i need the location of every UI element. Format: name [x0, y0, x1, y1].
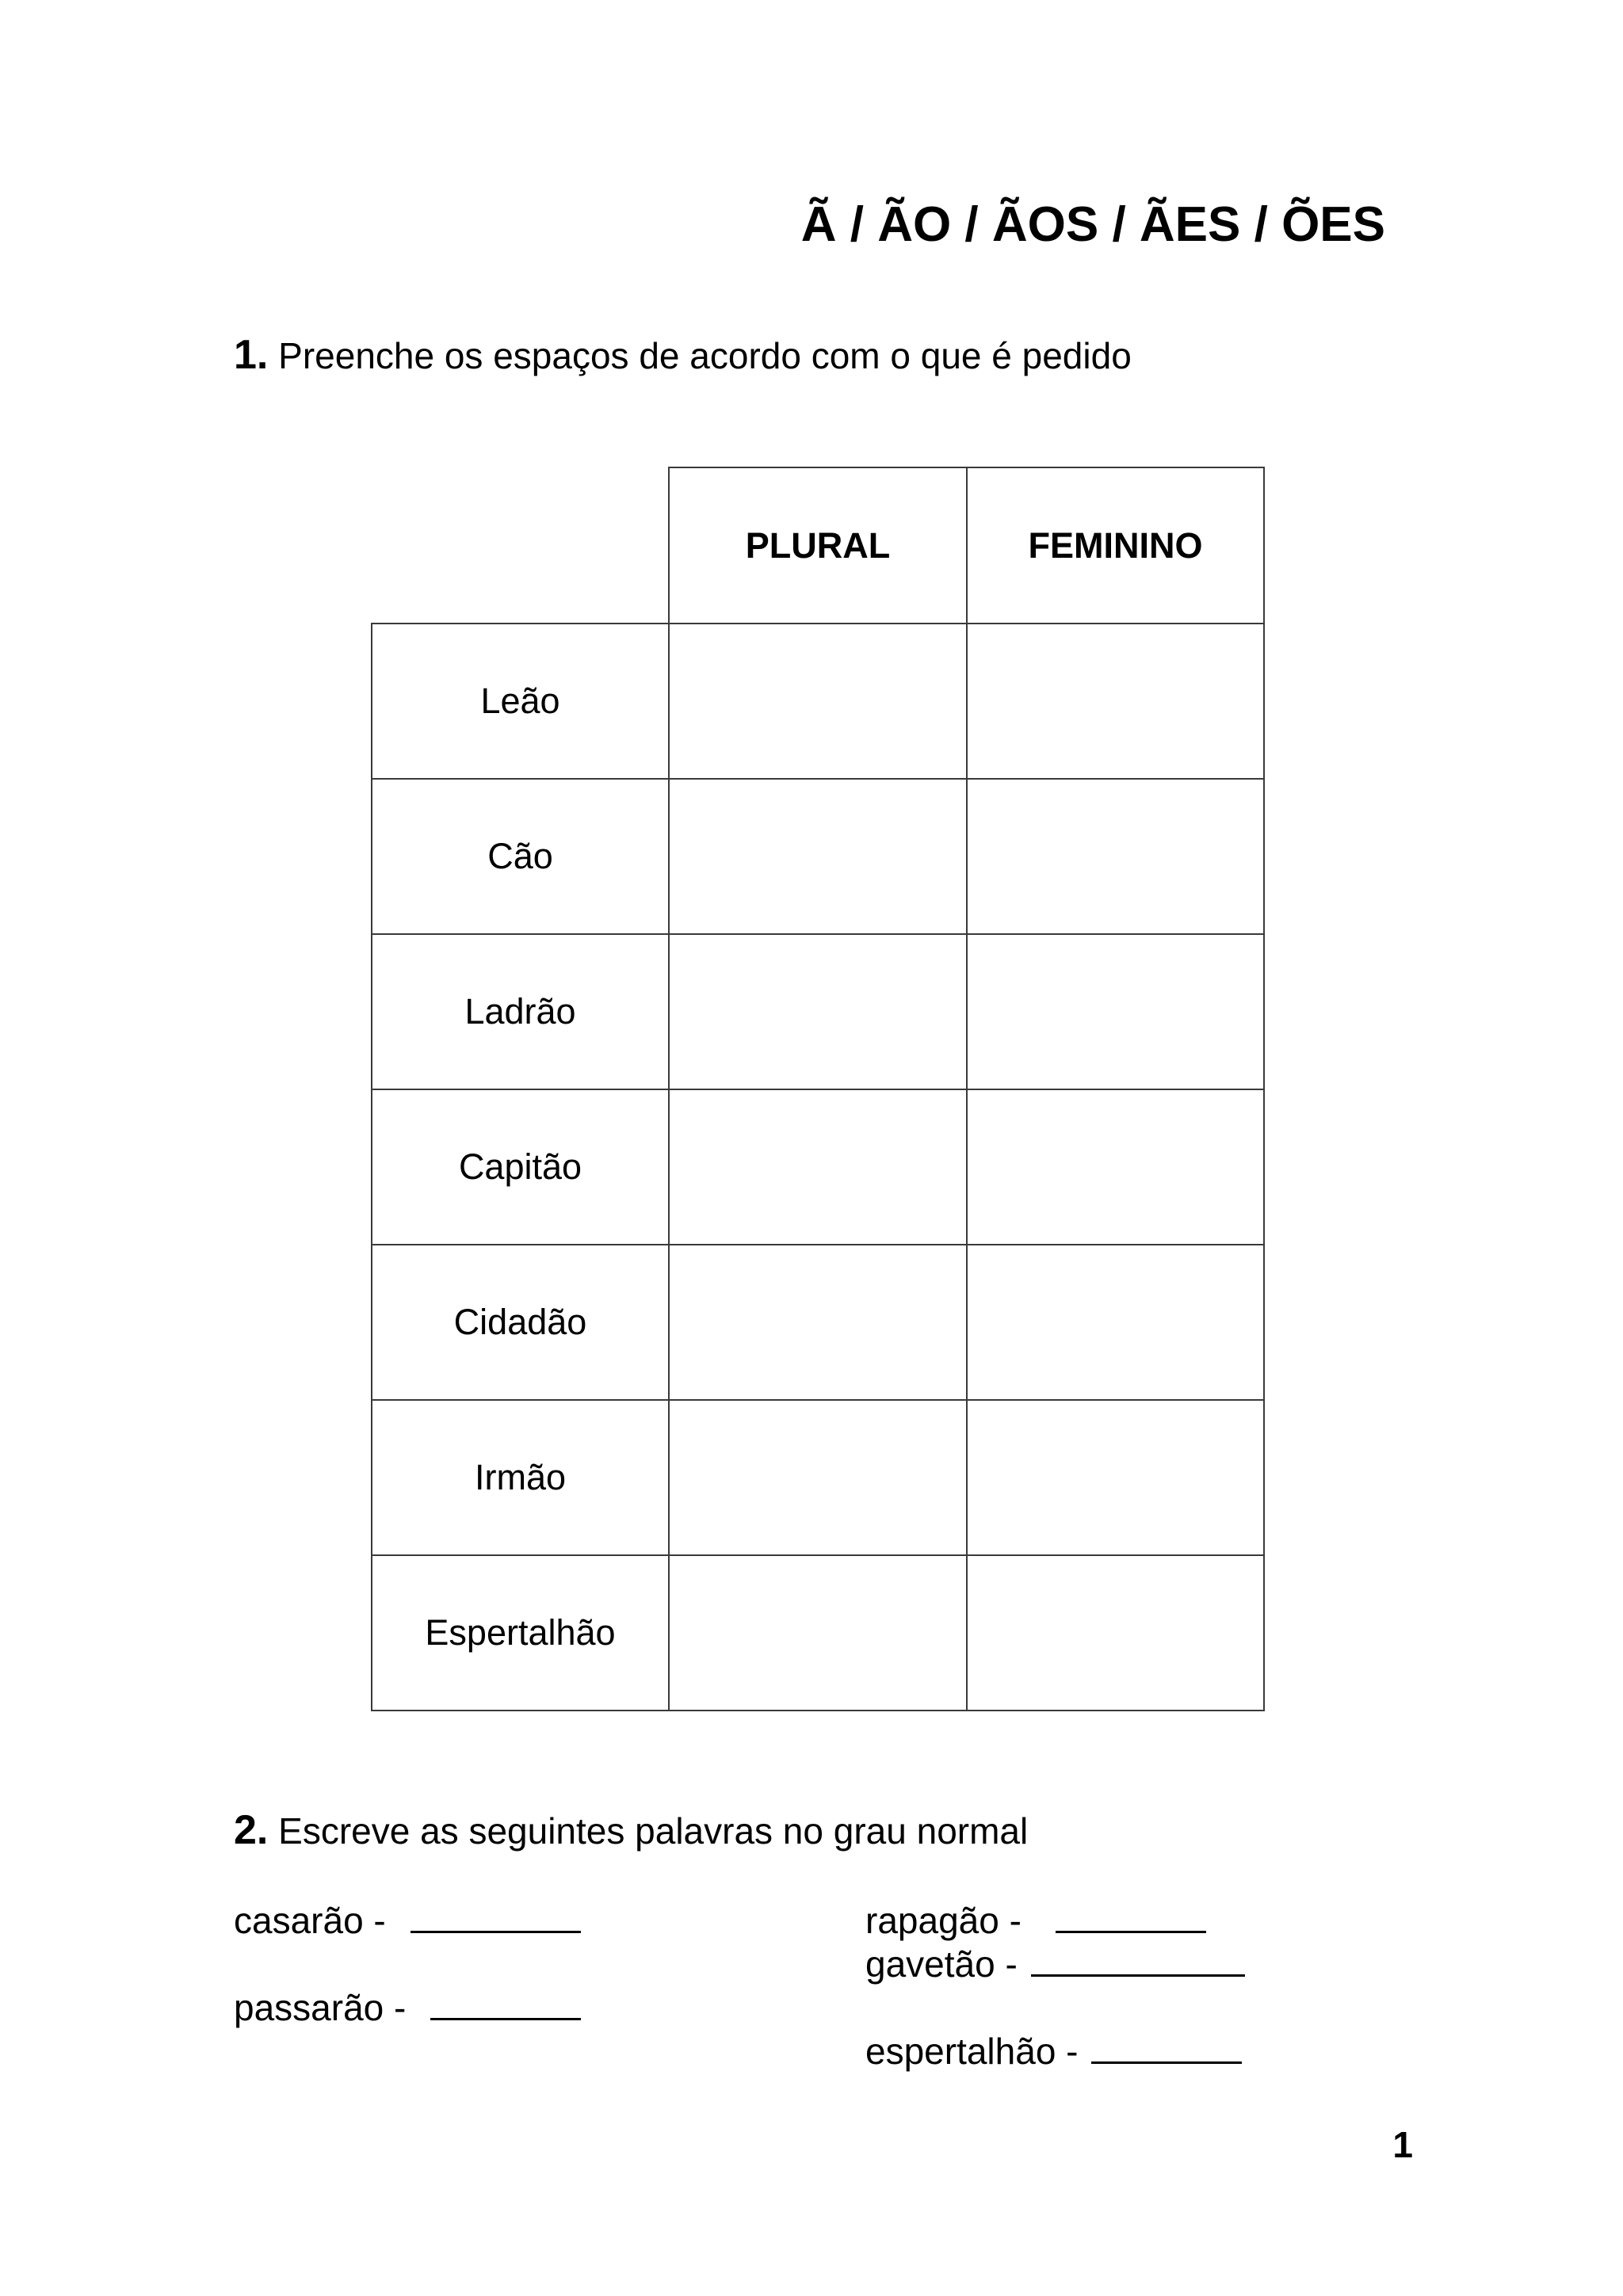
answer-cell-feminino[interactable] — [966, 1554, 1265, 1711]
item-label: rapagão - — [865, 1900, 1022, 1941]
column-header-feminino: FEMININO — [966, 467, 1265, 624]
answer-blank[interactable] — [411, 1897, 581, 1933]
answer-cell-plural[interactable] — [668, 778, 968, 935]
word-cell: Leão — [371, 623, 670, 780]
column-header-plural: PLURAL — [668, 467, 968, 624]
answer-cell-feminino[interactable] — [966, 1244, 1265, 1401]
exercise-2-instruction: Escreve as seguintes palavras no grau normal — [278, 1810, 1029, 1852]
word-cell: Irmão — [371, 1399, 670, 1556]
item-label: espertalhão - — [865, 2031, 1079, 2072]
word-cell: Espertalhão — [371, 1554, 670, 1711]
word-cell: Cidadão — [371, 1244, 670, 1401]
exercise-2-heading — [234, 1806, 1028, 1854]
answer-cell-feminino[interactable] — [966, 778, 1265, 935]
page-number: 1 — [1392, 2124, 1413, 2165]
exercise-2-item-casarao — [234, 1897, 581, 1942]
answer-cell-plural[interactable] — [668, 933, 968, 1090]
exercise-2-item-passarao — [234, 1985, 581, 2029]
answer-blank[interactable] — [1056, 1897, 1206, 1933]
item-label: passarão - — [234, 1987, 407, 2028]
word-cell: Capitão — [371, 1089, 670, 1245]
answer-blank[interactable] — [1031, 1941, 1245, 1977]
answer-cell-feminino[interactable] — [966, 1399, 1265, 1556]
answer-cell-plural[interactable] — [668, 1089, 968, 1245]
answer-cell-plural[interactable] — [668, 1399, 968, 1556]
exercise-1-number: 1. — [234, 332, 269, 378]
answer-cell-plural[interactable] — [668, 1244, 968, 1401]
answer-cell-feminino[interactable] — [966, 623, 1265, 780]
answer-cell-feminino[interactable] — [966, 1089, 1265, 1245]
answer-blank[interactable] — [1091, 2028, 1242, 2064]
exercise-2-number: 2. — [234, 1807, 269, 1853]
word-cell: Cão — [371, 778, 670, 935]
exercise-2-item-gavetao — [865, 1941, 1245, 1985]
answer-blank[interactable] — [430, 1985, 581, 2020]
answer-cell-plural[interactable] — [668, 1554, 968, 1711]
word-cell: Ladrão — [371, 933, 670, 1090]
exercise-1-heading — [234, 331, 1132, 379]
answer-cell-feminino[interactable] — [966, 933, 1265, 1090]
exercise-2-item-espertalhao — [865, 2028, 1242, 2073]
answer-cell-plural[interactable] — [668, 623, 968, 780]
worksheet-title: Ã / ÃO / ÃOS / ÃES / ÕES — [800, 197, 1385, 252]
item-label: casarão - — [234, 1900, 386, 1941]
item-label: gavetão - — [865, 1943, 1018, 1985]
exercise-2-item-rapagao — [865, 1897, 1206, 1942]
exercise-1-instruction: Preenche os espaços de acordo com o que é pedido — [278, 335, 1132, 376]
